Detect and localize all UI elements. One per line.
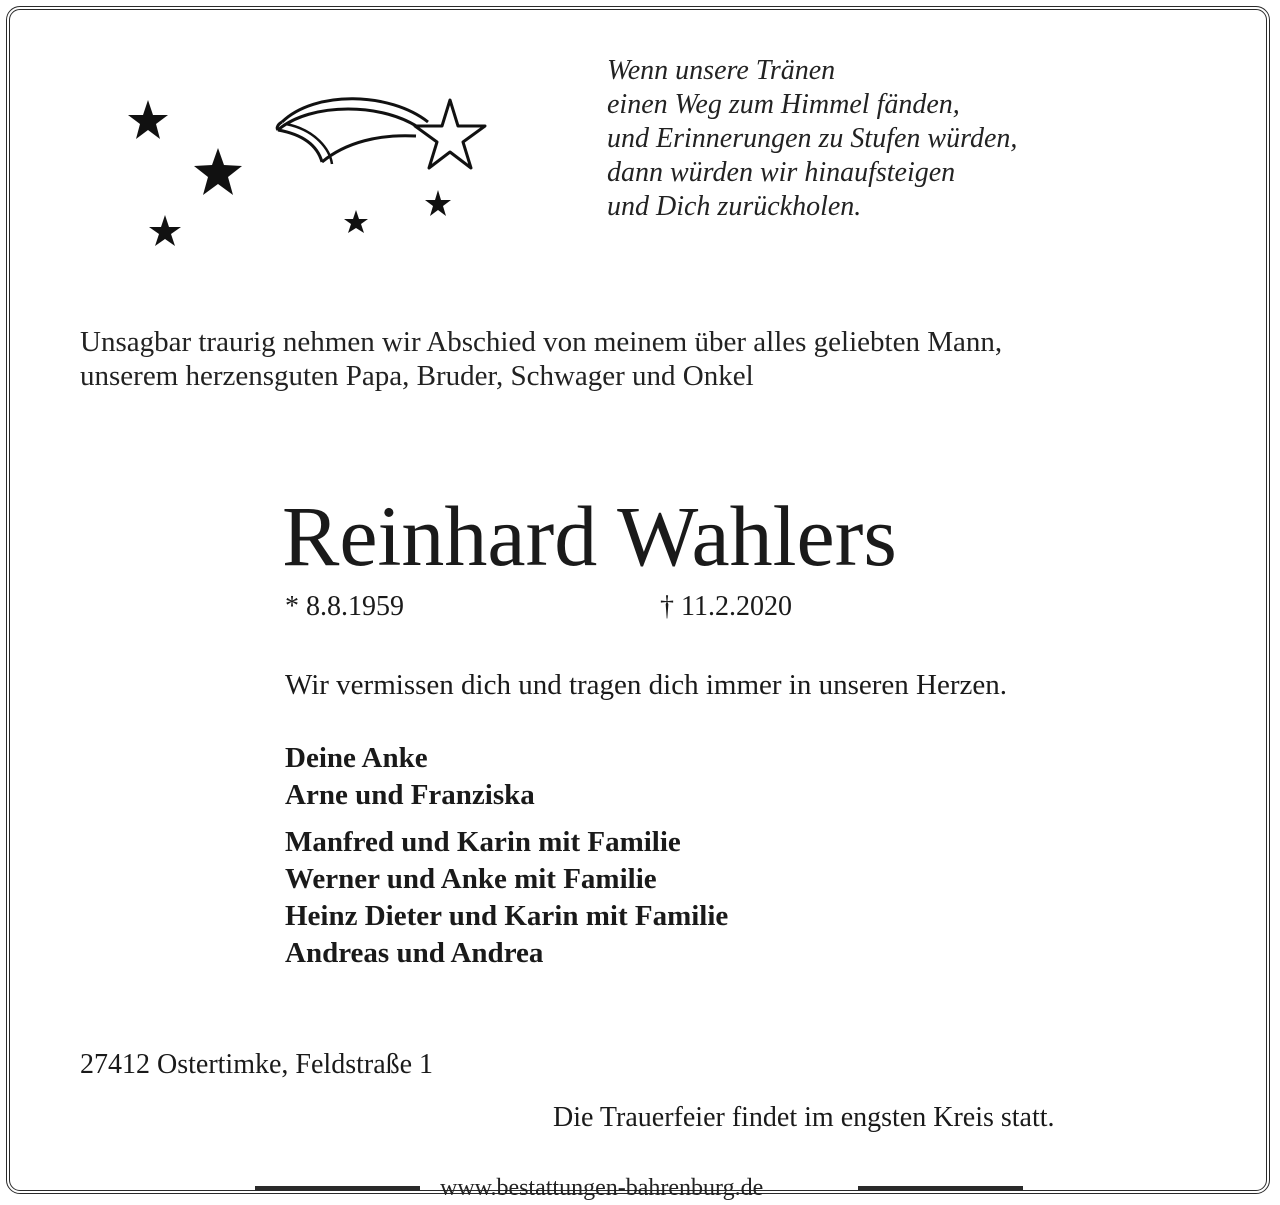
address: 27412 Ostertimke, Feldstraße 1 [80, 1049, 434, 1080]
mourner: Heinz Dieter und Karin mit Familie [285, 900, 729, 932]
poem-line: und Dich zurückholen. [607, 191, 862, 222]
death-date: † 11.2.2020 [660, 591, 792, 622]
intro-text [80, 325, 1002, 393]
funeral-note: Die Trauerfeier findet im engsten Kreis statt. [553, 1102, 1055, 1133]
mourner: Werner und Anke mit Familie [285, 863, 657, 895]
mourner: Manfred und Karin mit Familie [285, 826, 681, 858]
star-icon [128, 100, 168, 139]
star-icon [344, 210, 368, 233]
footer-divider-left [255, 1186, 420, 1191]
intro-line: Unsagbar traurig nehmen wir Abschied von meinem über alles geliebten Mann, [80, 326, 1003, 358]
star-icon [149, 215, 181, 246]
mourners-group [285, 824, 728, 972]
mourner: Arne und Franziska [285, 779, 535, 811]
tagline: Wir vermissen dich und tragen dich immer in unseren Herzen. [285, 669, 1007, 701]
mourner: Deine Anke [285, 742, 428, 774]
footer-divider-right [858, 1186, 1023, 1191]
comet-star-icon [415, 100, 485, 168]
poem-line: dann würden wir hinaufsteigen [607, 157, 956, 188]
poem-line: und Erinnerungen zu Stufen würden, [607, 123, 1018, 154]
star-icon [194, 148, 242, 195]
poem-line: einen Weg zum Himmel fänden, [607, 89, 960, 120]
mourners-group [285, 740, 728, 814]
mourners-list [285, 740, 728, 982]
intro-line: unserem herzensguten Papa, Bruder, Schwager und Onkel [80, 360, 754, 392]
poem-line: Wenn unsere Tränen [607, 55, 836, 86]
deceased-name: Reinhard Wahlers [282, 488, 897, 584]
mourner: Andreas und Andrea [285, 937, 544, 969]
star-icon [425, 190, 451, 216]
shooting-star-icon [110, 80, 500, 270]
poem [607, 54, 1017, 224]
birth-date: * 8.8.1959 [285, 591, 404, 622]
website-link[interactable]: www.bestattungen-bahrenburg.de [440, 1175, 764, 1201]
